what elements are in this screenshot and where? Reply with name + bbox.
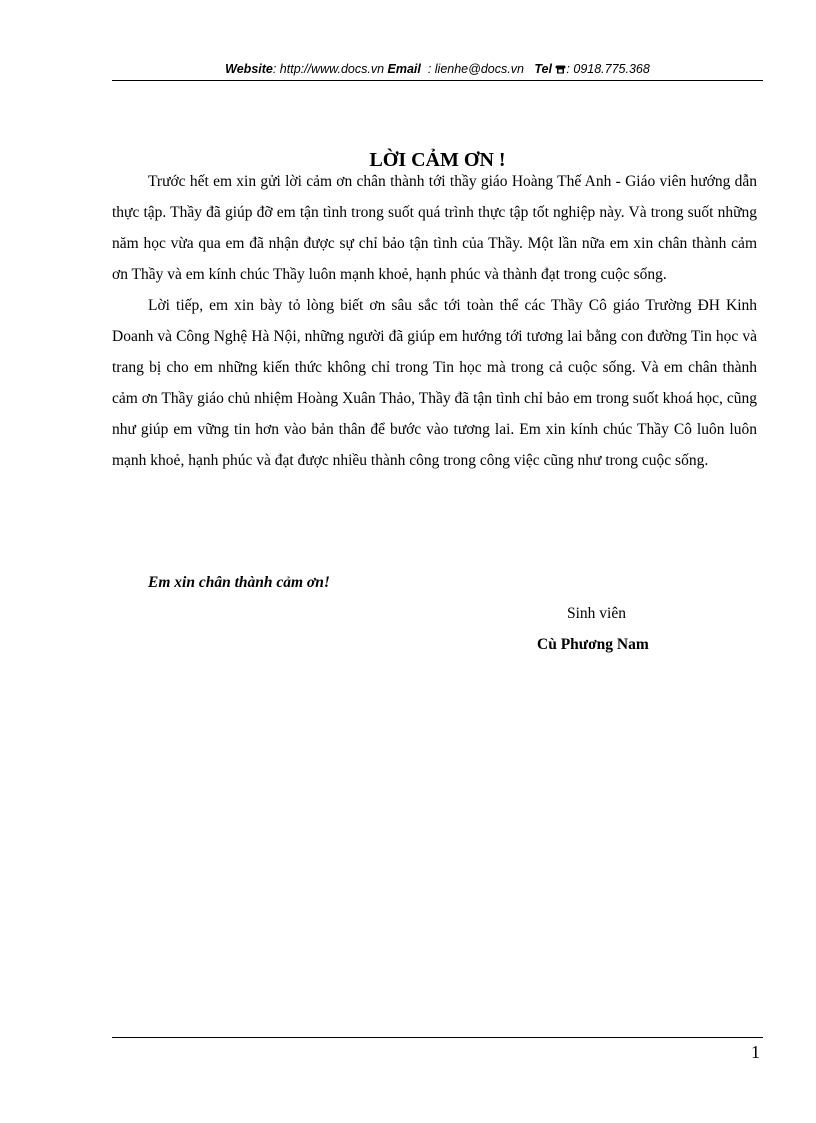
page-title: LỜI CẢM ƠN ! bbox=[369, 149, 506, 171]
tel-value: : 0918.775.368 bbox=[566, 62, 650, 76]
phone-icon bbox=[555, 59, 566, 68]
signature-name: Cù Phương Nam bbox=[537, 636, 649, 653]
tel-label: Tel bbox=[534, 62, 552, 76]
page-header bbox=[112, 58, 763, 81]
paragraph: Lời tiếp, em xin bày tỏ lòng biết ơn sâu sắc tới toàn thể các Thầy Cô giáo Trường ĐH Kinh Doanh và Công Nghệ Hà Nội, những người đã giúp em hướng tới tương lai bằng con đường Tin học và trang bị cho em những kiến thức không chỉ trong Tin học mà trong cả cuộc sống. Và em chân thành cảm ơn Thầy giáo chủ nhiệm Hoàng Xuân Thảo, Thầy đã tận tình chỉ bảo em trong suốt khoá học, cũng như giúp em vững tin hơn vào bản thân để bước vào tương lai. Em xin kính chúc Thầy Cô luôn luôn mạnh khoẻ, hạnh phúc và đạt được nhiều thành công trong công việc cũng như trong cuộc sống. bbox=[112, 297, 757, 469]
email-label: Email bbox=[387, 62, 421, 76]
signature-role: Sinh viên bbox=[567, 605, 626, 622]
email-value: : lienhe@docs.vn bbox=[427, 62, 524, 76]
footer-divider bbox=[112, 1037, 763, 1038]
page-number: 1 bbox=[751, 1042, 760, 1062]
paragraph: Trước hết em xin gửi lời cảm ơn chân thành tới thầy giáo Hoàng Thế Anh - Giáo viên hướng dẫn thực tập. Thầy đã giúp đỡ em tận tình trong suốt quá trình thực tập tốt nghiệp này. Và trong suốt những năm học vừa qua em đã nhận được sự chỉ bảo tận tình của Thầy. Một lần nữa em xin chân thành cảm ơn Thầy và em kính chúc Thầy luôn mạnh khoẻ, hạnh phúc và thành đạt trong cuộc sống. bbox=[112, 173, 757, 283]
acknowledgement-body bbox=[112, 166, 757, 476]
website-label: Website bbox=[225, 62, 273, 76]
closing-line: Em xin chân thành cảm ơn! bbox=[148, 574, 330, 591]
website-value: : http://www.docs.vn bbox=[272, 62, 385, 76]
